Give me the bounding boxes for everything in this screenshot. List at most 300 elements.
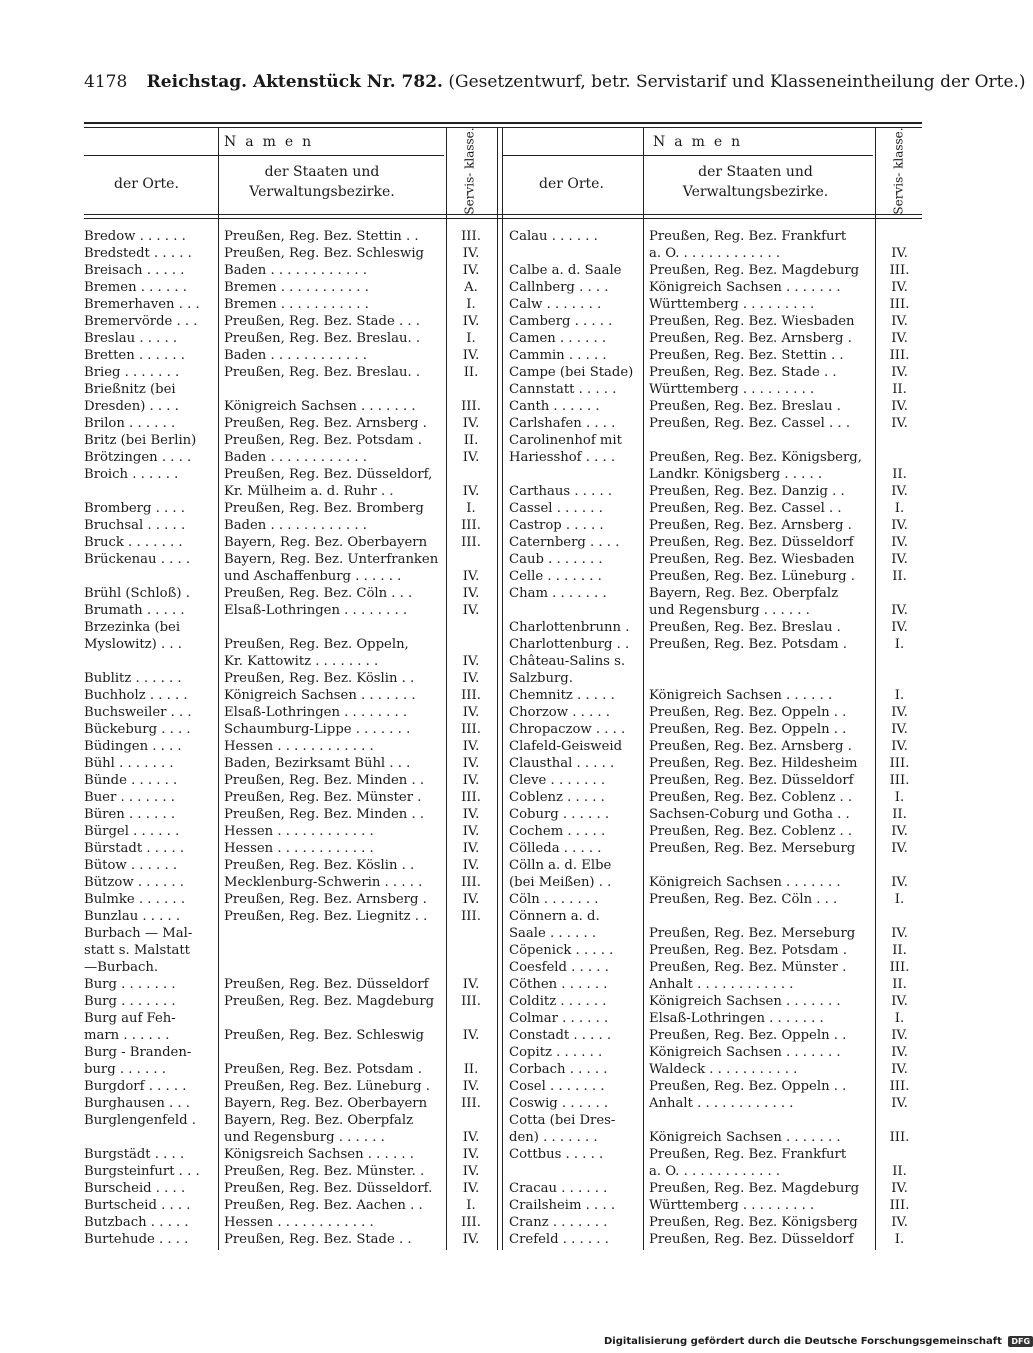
table-row xyxy=(503,976,922,993)
staat-cell: Preußen, Reg. Bez. Hildesheim xyxy=(649,756,858,771)
ort-cell: Charlottenburg . . xyxy=(509,637,630,652)
klasse-cell: IV. xyxy=(891,603,908,618)
table-row xyxy=(503,585,922,602)
table-row xyxy=(84,245,494,262)
staat-cell: Preußen, Reg. Bez. Arnsberg . xyxy=(649,739,852,754)
table-row xyxy=(84,653,494,670)
ort-cell: Britz (bei Berlin) xyxy=(84,433,197,448)
ort-cell: Brötzingen . . . . xyxy=(84,450,192,465)
table-row xyxy=(503,993,922,1010)
klasse-cell: IV. xyxy=(891,331,908,346)
staat-cell: Preußen, Reg. Bez. Lüneburg . xyxy=(649,569,855,584)
klasse-cell: IV. xyxy=(462,1147,480,1162)
table-row xyxy=(84,279,494,296)
staat-cell: Preußen, Reg. Bez. Oppeln, xyxy=(224,637,409,652)
ort-cell: Coswig . . . . . . xyxy=(509,1096,609,1111)
table-row xyxy=(84,1163,494,1180)
ort-cell: Celle . . . . . . . xyxy=(509,569,602,584)
staat-cell: Elsaß-Lothringen . . . . . . . . xyxy=(224,705,408,720)
table-row xyxy=(503,296,922,313)
ort-cell: Brumath . . . . . xyxy=(84,603,185,618)
klasse-cell: III. xyxy=(889,263,910,278)
table-row xyxy=(84,976,494,993)
table-row xyxy=(503,449,922,466)
header-namen-line xyxy=(84,155,444,156)
table-row xyxy=(503,398,922,415)
ort-cell: Château-Salins s. xyxy=(509,654,626,669)
ort-cell: Cöthen . . . . . . xyxy=(509,977,608,992)
table-row xyxy=(84,449,494,466)
klasse-cell: III. xyxy=(461,688,481,703)
table-row xyxy=(503,721,922,738)
ort-cell: Camberg . . . . . xyxy=(509,314,613,329)
ort-cell: Myslowitz) . . . xyxy=(84,637,182,652)
ort-cell: Cranz . . . . . . . xyxy=(509,1215,608,1230)
ort-cell: Bredow . . . . . . xyxy=(84,229,186,244)
klasse-cell: I. xyxy=(466,331,476,346)
klasse-cell: III. xyxy=(461,229,481,244)
ort-cell: Burbach — Mal- xyxy=(84,926,193,941)
klasse-cell: IV. xyxy=(462,314,480,329)
staat-cell: Waldeck . . . . . . . . . . . xyxy=(649,1062,798,1077)
table-row xyxy=(503,568,922,585)
klasse-cell: III. xyxy=(889,1198,910,1213)
ort-cell: Calbe a. d. Saale xyxy=(509,263,622,278)
left-rows xyxy=(84,228,494,1248)
ort-cell: Brühl (Schloß) . xyxy=(84,586,190,601)
ort-cell: Crefeld . . . . . . xyxy=(509,1232,609,1247)
footer xyxy=(604,1336,1033,1347)
ort-cell: Büdingen . . . . xyxy=(84,739,182,754)
klasse-cell: I. xyxy=(894,790,905,805)
table-row xyxy=(84,500,494,517)
table-row xyxy=(503,279,922,296)
table-row xyxy=(84,1129,494,1146)
table-row xyxy=(503,483,922,500)
table-row xyxy=(503,636,922,653)
table-row xyxy=(84,704,494,721)
klasse-cell: II. xyxy=(892,569,907,584)
ort-cell: Constadt . . . . . xyxy=(509,1028,612,1043)
klasse-cell: IV. xyxy=(462,654,480,669)
ort-cell: Bruchsal . . . . . xyxy=(84,518,186,533)
staat-cell: Preußen, Reg. Bez. Potsdam . xyxy=(649,943,847,958)
table-row xyxy=(84,1044,494,1061)
ort-cell: Caub . . . . . . . xyxy=(509,552,603,567)
table-row xyxy=(503,466,922,483)
staat-cell: Preußen, Reg. Bez. Aachen . . xyxy=(224,1198,423,1213)
table-row xyxy=(84,840,494,857)
ort-cell: Broich . . . . . . xyxy=(84,467,179,482)
staat-cell: Königsreich Sachsen . . . . . . xyxy=(224,1147,414,1162)
klasse-cell: IV. xyxy=(891,705,908,720)
ort-cell: Coburg . . . . . . xyxy=(509,807,610,822)
ort-cell: Buer . . . . . . . xyxy=(84,790,175,805)
table-row xyxy=(503,619,922,636)
klasse-cell: III. xyxy=(461,1096,481,1111)
table-row xyxy=(84,228,494,245)
klasse-cell: III. xyxy=(461,722,481,737)
table-row xyxy=(503,262,922,279)
table-row xyxy=(84,823,494,840)
staat-cell: Preußen, Reg. Bez. Düsseldorf xyxy=(649,535,854,550)
ort-cell: Colmar . . . . . . xyxy=(509,1011,609,1026)
table-row xyxy=(503,1061,922,1078)
staat-cell: Preußen, Reg. Bez. Münster . xyxy=(224,790,422,805)
klasse-cell: IV. xyxy=(462,484,480,499)
staat-cell: Preußen, Reg. Bez. Stettin . . xyxy=(649,348,844,363)
staat-cell: Preußen, Reg. Bez. Magdeburg xyxy=(649,1181,860,1196)
staat-cell: Preußen, Reg. Bez. Köslin . . xyxy=(224,671,415,686)
table-row xyxy=(503,602,922,619)
staat-cell: Königreich Sachsen . . . . . . . xyxy=(224,688,416,703)
table-row xyxy=(503,823,922,840)
ort-cell: marn . . . . . . xyxy=(84,1028,170,1043)
page-subtitle: (Gesetzentwurf, betr. Servistarif und Klasseneintheilung der Orte.) xyxy=(448,72,1026,92)
ort-cell: (bei Meißen) . . xyxy=(509,875,612,890)
ort-cell: Cölln a. d. Elbe xyxy=(509,858,612,873)
table-row xyxy=(503,670,922,687)
staat-cell: und Regensburg . . . . . . xyxy=(649,603,810,618)
staat-cell: Preußen, Reg. Bez. Arnsberg . xyxy=(224,416,427,431)
staat-cell: Preußen, Reg. Bez. Breslau. . xyxy=(224,331,421,346)
klasse-cell: III. xyxy=(889,1079,910,1094)
ort-cell: Charlottenbrunn . xyxy=(509,620,630,635)
klasse-cell: I. xyxy=(894,501,905,516)
top-rule xyxy=(84,122,922,124)
staat-cell: Preußen, Reg. Bez. Schleswig xyxy=(224,246,425,261)
table-row xyxy=(503,840,922,857)
staat-cell: Bayern, Reg. Bez. Oberbayern xyxy=(224,1096,428,1111)
staat-cell: Preußen, Reg. Bez. Bromberg xyxy=(224,501,424,516)
ort-cell: Burtehude . . . . xyxy=(84,1232,189,1247)
klasse-cell: III. xyxy=(889,297,910,312)
klasse-cell: IV. xyxy=(891,875,908,890)
staat-cell: Kr. Mülheim a. d. Ruhr . . xyxy=(224,484,394,499)
ort-cell: Coesfeld . . . . . xyxy=(509,960,609,975)
klasse-cell: IV. xyxy=(462,739,480,754)
table-row xyxy=(503,551,922,568)
klasse-cell: III. xyxy=(889,756,910,771)
klasse-cell: IV. xyxy=(462,348,480,363)
table-row xyxy=(84,806,494,823)
ort-cell: Carlshafen . . . . xyxy=(509,416,616,431)
klasse-cell: IV. xyxy=(462,1079,480,1094)
staat-cell: Baden, Bezirksamt Bühl . . . xyxy=(224,756,411,771)
table-row xyxy=(503,755,922,772)
staat-cell: Preußen, Reg. Bez. Potsdam . xyxy=(649,637,847,652)
table-row xyxy=(503,534,922,551)
table-row xyxy=(84,619,494,636)
staat-cell: Elsaß-Lothringen . . . . . . . . xyxy=(224,603,408,618)
table-row xyxy=(503,857,922,874)
staat-cell: Preußen, Reg. Bez. Köslin . . xyxy=(224,858,415,873)
staat-cell: Preußen, Reg. Bez. Merseburg xyxy=(649,926,856,941)
klasse-cell: I. xyxy=(894,637,905,652)
ort-cell: Dresden) . . . . xyxy=(84,399,179,414)
table-row xyxy=(503,1010,922,1027)
staat-cell: Preußen, Reg. Bez. Cöln . . . xyxy=(224,586,413,601)
ort-cell: Buchsweiler . . . xyxy=(84,705,192,720)
table-row xyxy=(503,704,922,721)
table-row xyxy=(503,772,922,789)
staat-cell: Preußen, Reg. Bez. Stettin . . xyxy=(224,229,419,244)
ort-cell: Canth . . . . . . xyxy=(509,399,600,414)
staat-cell: Bremen . . . . . . . . . . . xyxy=(224,297,369,312)
staat-cell: Württemberg . . . . . . . . . xyxy=(649,1198,815,1213)
ort-cell: Cönnern a. d. xyxy=(509,909,600,924)
staat-cell: Mecklenburg-Schwerin . . . . . xyxy=(224,875,423,890)
ort-cell: Callnberg . . . . xyxy=(509,280,609,295)
table-row xyxy=(84,1112,494,1129)
staat-cell: Preußen, Reg. Bez. Breslau . xyxy=(649,399,841,414)
page-number: 4178 xyxy=(84,72,128,92)
ort-cell: Bremen . . . . . . xyxy=(84,280,187,295)
table-row xyxy=(503,330,922,347)
table-row xyxy=(503,364,922,381)
table-row xyxy=(84,908,494,925)
ort-cell: Cölleda . . . . . xyxy=(509,841,602,856)
staat-cell: Preußen, Reg. Bez. Danzig . . xyxy=(649,484,845,499)
staat-cell: Preußen, Reg. Bez. Liegnitz . . xyxy=(224,909,428,924)
ort-cell: Bruck . . . . . . . xyxy=(84,535,183,550)
table-row xyxy=(84,1231,494,1248)
ort-cell: Bunzlau . . . . . xyxy=(84,909,181,924)
header-staaten: der Staaten und Verwaltungsbezirke. xyxy=(249,164,395,200)
table-row xyxy=(84,738,494,755)
ort-cell: Cham . . . . . . . xyxy=(509,586,607,601)
staat-cell: Bayern, Reg. Bez. Oberpfalz xyxy=(224,1113,414,1128)
staat-cell: und Aschaffenburg . . . . . . xyxy=(224,569,402,584)
staat-cell: Preußen, Reg. Bez. Breslau . xyxy=(649,620,841,635)
staat-cell: Königreich Sachsen . . . . . . xyxy=(649,688,833,703)
dfg-logo: DFG xyxy=(1008,1336,1033,1347)
klasse-cell: IV. xyxy=(462,603,480,618)
ort-cell: Bremervörde . . . xyxy=(84,314,198,329)
page-title: Reichstag. Aktenstück Nr. 782. xyxy=(146,72,443,92)
table-row xyxy=(84,857,494,874)
klasse-cell: IV. xyxy=(891,280,908,295)
klasse-cell: II. xyxy=(892,943,907,958)
table-row xyxy=(84,772,494,789)
klasse-cell: III. xyxy=(461,1215,481,1230)
header-klasse-text: Servis- klasse. xyxy=(891,127,906,215)
table-row xyxy=(84,636,494,653)
klasse-cell: IV. xyxy=(462,671,480,686)
staat-cell: a. O. . . . . . . . . . . . . xyxy=(649,246,781,261)
table-row xyxy=(503,415,922,432)
klasse-cell: IV. xyxy=(462,892,480,907)
staat-cell: Preußen, Reg. Bez. Oppeln . . xyxy=(649,1028,847,1043)
table-row xyxy=(84,602,494,619)
klasse-cell: IV. xyxy=(462,1164,480,1179)
klasse-cell: IV. xyxy=(462,416,480,431)
staat-cell: Preußen, Reg. Bez. Düsseldorf xyxy=(649,773,854,788)
ort-cell: Cassel . . . . . . xyxy=(509,501,603,516)
klasse-cell: IV. xyxy=(891,620,908,635)
staat-cell: Preußen, Reg. Bez. Münster. . xyxy=(224,1164,425,1179)
table-row xyxy=(84,551,494,568)
staat-cell: Baden . . . . . . . . . . . . xyxy=(224,450,367,465)
klasse-cell: IV. xyxy=(462,1181,480,1196)
table-row xyxy=(84,585,494,602)
ort-cell: Brilon . . . . . . xyxy=(84,416,176,431)
table-row xyxy=(84,959,494,976)
klasse-cell: II. xyxy=(463,1062,479,1077)
ort-cell: Cammin . . . . . xyxy=(509,348,607,363)
klasse-cell: III. xyxy=(889,1130,910,1145)
staat-cell: Preußen, Reg. Bez. Arnsberg . xyxy=(224,892,427,907)
klasse-cell: IV. xyxy=(462,858,480,873)
ort-cell: Bütow . . . . . . xyxy=(84,858,178,873)
table-row xyxy=(503,891,922,908)
ort-cell: Bückeburg . . . . xyxy=(84,722,191,737)
table-row xyxy=(84,313,494,330)
ort-cell: Brzezinka (bei xyxy=(84,620,181,635)
ort-cell: —Burbach. xyxy=(84,960,159,975)
staat-cell: Preußen, Reg. Bez. Oppeln . . xyxy=(649,1079,847,1094)
klasse-cell: IV. xyxy=(891,841,908,856)
ort-cell: Burg . . . . . . . xyxy=(84,977,176,992)
ort-cell: Brückenau . . . . xyxy=(84,552,191,567)
ort-cell: Salzburg. xyxy=(509,671,573,686)
klasse-cell: II. xyxy=(892,467,907,482)
klasse-cell: II. xyxy=(892,977,907,992)
table-row xyxy=(84,1180,494,1197)
staat-cell: Baden . . . . . . . . . . . . xyxy=(224,348,367,363)
ort-cell: Burg - Branden- xyxy=(84,1045,192,1060)
table-row xyxy=(503,1231,922,1248)
klasse-cell: II. xyxy=(463,365,479,380)
staat-cell: Preußen, Reg. Bez. Frankfurt xyxy=(649,1147,847,1162)
ort-cell: Hariesshof . . . . xyxy=(509,450,616,465)
ort-cell: Bulmke . . . . . . xyxy=(84,892,186,907)
footer-text: Digitalisierung gefördert durch die Deutsche Forschungsgemeinschaft xyxy=(604,1336,1002,1347)
ort-cell: Chorzow . . . . . xyxy=(509,705,610,720)
ort-cell: burg . . . . . . xyxy=(84,1062,166,1077)
klasse-cell: IV. xyxy=(891,1028,908,1043)
klasse-cell: IV. xyxy=(462,1232,480,1247)
ort-cell: Burgstädt . . . . xyxy=(84,1147,185,1162)
klasse-cell: IV. xyxy=(462,773,480,788)
table-row xyxy=(503,806,922,823)
ort-cell: Bürgel . . . . . . xyxy=(84,824,180,839)
header-namen: Namen xyxy=(653,134,750,150)
klasse-cell: IV. xyxy=(462,705,480,720)
klasse-cell: IV. xyxy=(462,586,480,601)
staat-cell: a. O. . . . . . . . . . . . . xyxy=(649,1164,781,1179)
klasse-cell: IV. xyxy=(462,263,480,278)
staat-cell: Landkr. Königsberg . . . . . xyxy=(649,467,823,482)
staat-cell: Bremen . . . . . . . . . . . xyxy=(224,280,369,295)
staat-cell: Preußen, Reg. Bez. Wiesbaden xyxy=(649,552,855,567)
table-row xyxy=(84,942,494,959)
staat-cell: Königreich Sachsen . . . . . . . xyxy=(649,1045,841,1060)
klasse-cell: IV. xyxy=(891,535,908,550)
staat-cell: Preußen, Reg. Bez. Coblenz . . xyxy=(649,790,853,805)
klasse-cell: A. xyxy=(464,280,478,295)
staat-cell: Preußen, Reg. Bez. Schleswig xyxy=(224,1028,425,1043)
staat-cell: Hessen . . . . . . . . . . . . xyxy=(224,739,374,754)
klasse-cell: III. xyxy=(461,909,481,924)
ort-cell: Saale . . . . . . xyxy=(509,926,597,941)
klasse-cell: I. xyxy=(894,892,905,907)
table-row xyxy=(503,245,922,262)
ort-cell: Crailsheim . . . . xyxy=(509,1198,616,1213)
ort-cell: Burscheid . . . . xyxy=(84,1181,186,1196)
klasse-cell: IV. xyxy=(891,416,908,431)
staat-cell: Preußen, Reg. Bez. Düsseldorf xyxy=(224,977,429,992)
table-row xyxy=(84,789,494,806)
staat-cell: Preußen, Reg. Bez. Potsdam . xyxy=(224,1062,422,1077)
table-row xyxy=(84,1146,494,1163)
staat-cell: Elsaß-Lothringen . . . . . . . xyxy=(649,1011,824,1026)
ort-cell: Cleve . . . . . . . xyxy=(509,773,606,788)
staat-cell: Preußen, Reg. Bez. Königsberg xyxy=(649,1215,858,1230)
ort-cell: Büren . . . . . . xyxy=(84,807,176,822)
klasse-cell: I. xyxy=(466,1198,476,1213)
table-row xyxy=(84,432,494,449)
ort-cell: Cöln . . . . . . . xyxy=(509,892,599,907)
ort-cell: Colditz . . . . . . xyxy=(509,994,607,1009)
klasse-cell: IV. xyxy=(891,926,908,941)
ort-cell: Cottbus . . . . . xyxy=(509,1147,604,1162)
table-row xyxy=(503,789,922,806)
staat-cell: Preußen, Reg. Bez. Düsseldorf, xyxy=(224,467,433,482)
staat-cell: Anhalt . . . . . . . . . . . . xyxy=(649,977,794,992)
klasse-cell: III. xyxy=(461,790,481,805)
ort-cell: Cosel . . . . . . . xyxy=(509,1079,605,1094)
ort-cell: Bromberg . . . . xyxy=(84,501,185,516)
table-row xyxy=(84,993,494,1010)
left-table xyxy=(84,128,494,1250)
table-row xyxy=(503,653,922,670)
table-row xyxy=(84,755,494,772)
ort-cell: den) . . . . . . . xyxy=(509,1130,598,1145)
klasse-cell: IV. xyxy=(891,484,908,499)
ort-cell: Brießnitz (bei xyxy=(84,382,176,397)
ort-cell: Burg auf Feh- xyxy=(84,1011,176,1026)
ort-cell: Bublitz . . . . . . xyxy=(84,671,182,686)
klasse-cell: IV. xyxy=(462,807,480,822)
klasse-cell: II. xyxy=(892,382,907,397)
staat-cell: Königreich Sachsen . . . . . . . xyxy=(649,875,841,890)
header-orte: der Orte. xyxy=(539,176,604,192)
ort-cell: Corbach . . . . . xyxy=(509,1062,608,1077)
ort-cell: Cöpenick . . . . . xyxy=(509,943,614,958)
ort-cell: Chemnitz . . . . . xyxy=(509,688,615,703)
staat-cell: Bayern, Reg. Bez. Oberbayern xyxy=(224,535,428,550)
klasse-cell: IV. xyxy=(891,552,908,567)
ort-cell: Cannstatt . . . . . xyxy=(509,382,617,397)
klasse-cell: IV. xyxy=(891,314,908,329)
klasse-cell: III. xyxy=(889,348,910,363)
staat-cell: Anhalt . . . . . . . . . . . . xyxy=(649,1096,794,1111)
staat-cell: Königreich Sachsen . . . . . . . xyxy=(224,399,416,414)
klasse-cell: IV. xyxy=(891,246,908,261)
table-row xyxy=(503,1044,922,1061)
table-row xyxy=(84,721,494,738)
page-header xyxy=(84,72,1026,92)
ort-cell: Cotta (bei Dres- xyxy=(509,1113,616,1128)
table-row xyxy=(503,517,922,534)
klasse-cell: I. xyxy=(894,688,905,703)
staat-cell: Preußen, Reg. Bez. Magdeburg xyxy=(224,994,435,1009)
staat-cell: Preußen, Reg. Bez. Cassel . . . xyxy=(649,416,851,431)
table-row xyxy=(503,1146,922,1163)
klasse-cell: IV. xyxy=(462,756,480,771)
klasse-cell: I. xyxy=(466,501,476,516)
